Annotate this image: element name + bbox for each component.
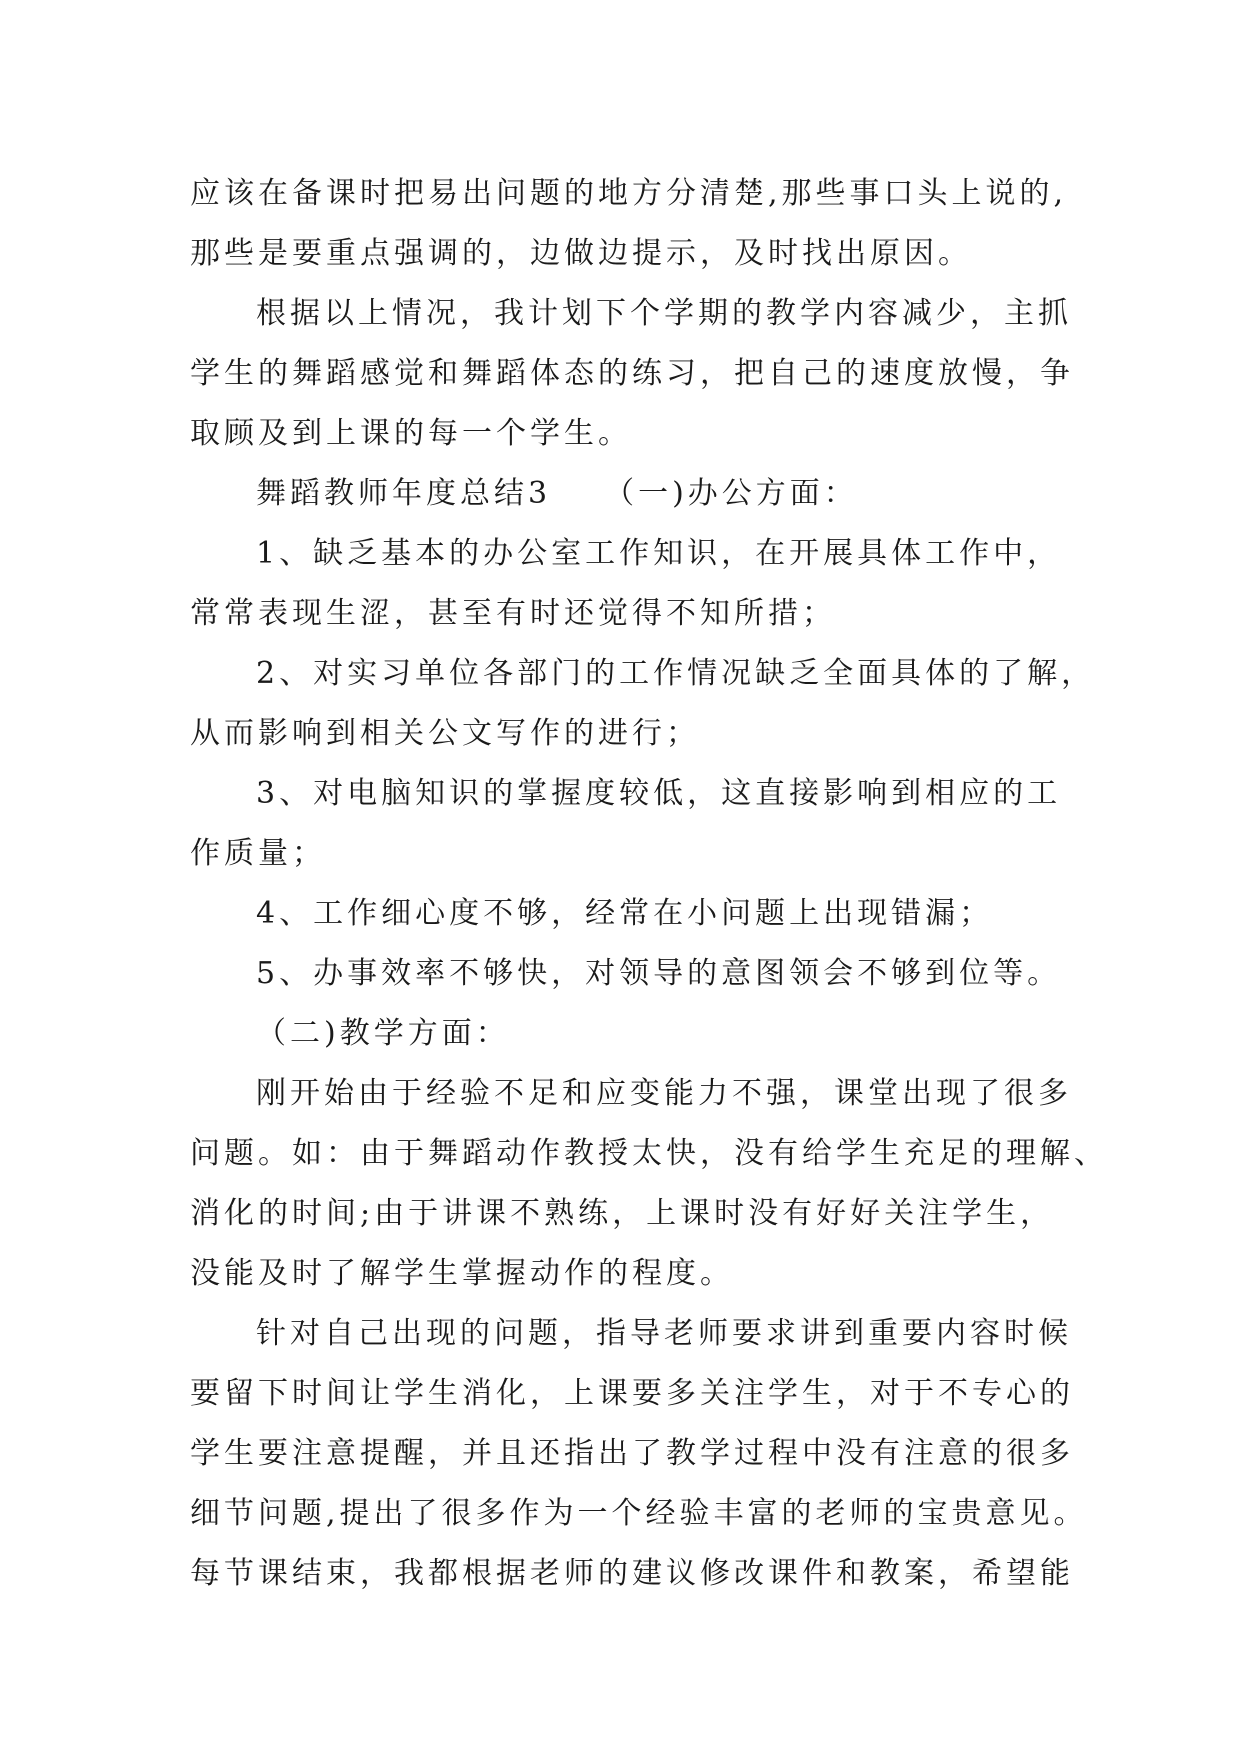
text-line: 针对自己出现的问题，指导老师要求讲到重要内容时候 [256, 1316, 1072, 1351]
text-line: 根据以上情况，我计划下个学期的教学内容减少，主抓 [256, 296, 1072, 331]
document-body [190, 164, 1108, 1604]
text-line: 要留下时间让学生消化，上课要多关注学生，对于不专心的 [190, 1376, 1074, 1411]
text-line: 取顾及到上课的每一个学生。 [190, 416, 632, 451]
text-line: 每节课结束，我都根据老师的建议修改课件和教案，希望能 [190, 1556, 1074, 1591]
text-line: 学生要注意提醒，并且还指出了教学过程中没有注意的很多 [190, 1436, 1074, 1471]
text-line: 作质量； [190, 836, 326, 871]
text-line: 从而影响到相关公文写作的进行； [190, 716, 700, 751]
text-line: 1、缺乏基本的办公室工作知识，在开展具体工作中， [256, 536, 1062, 571]
text-line: 那些是要重点强调的，边做边提示，及时找出原因。 [190, 236, 972, 271]
text-line: 2、对实习单位各部门的工作情况缺乏全面具体的了解， [256, 656, 1096, 691]
text-line: 没能及时了解学生掌握动作的程度。 [190, 1256, 734, 1291]
text-line: 应该在备课时把易出问题的地方分清楚,那些事口头上说的, [190, 176, 1068, 211]
text-line: 3、对电脑知识的掌握度较低，这直接影响到相应的工 [256, 776, 1062, 811]
text-line: 4、工作细心度不够，经常在小问题上出现错漏； [256, 896, 994, 931]
text-line: 学生的舞蹈感觉和舞蹈体态的练习，把自己的速度放慢，争 [190, 356, 1074, 391]
text-line: 细节问题,提出了很多作为一个经验丰富的老师的宝贵意见。 [190, 1496, 1088, 1531]
text-line: 5、办事效率不够快，对领导的意图领会不够到位等。 [256, 956, 1062, 991]
text-line: 常常表现生涩，甚至有时还觉得不知所措； [190, 596, 836, 631]
text-line: 刚开始由于经验不足和应变能力不强，课堂出现了很多 [256, 1076, 1072, 1111]
text-line: 消化的时间;由于讲课不熟练，上课时没有好好关注学生， [190, 1196, 1055, 1231]
text-line: 问题。如：由于舞蹈动作教授太快，没有给学生充足的理解、 [190, 1136, 1108, 1171]
text-line: （二)教学方面： [256, 1016, 510, 1051]
text-line: 舞蹈教师年度总结3 （一)办公方面： [256, 476, 858, 511]
